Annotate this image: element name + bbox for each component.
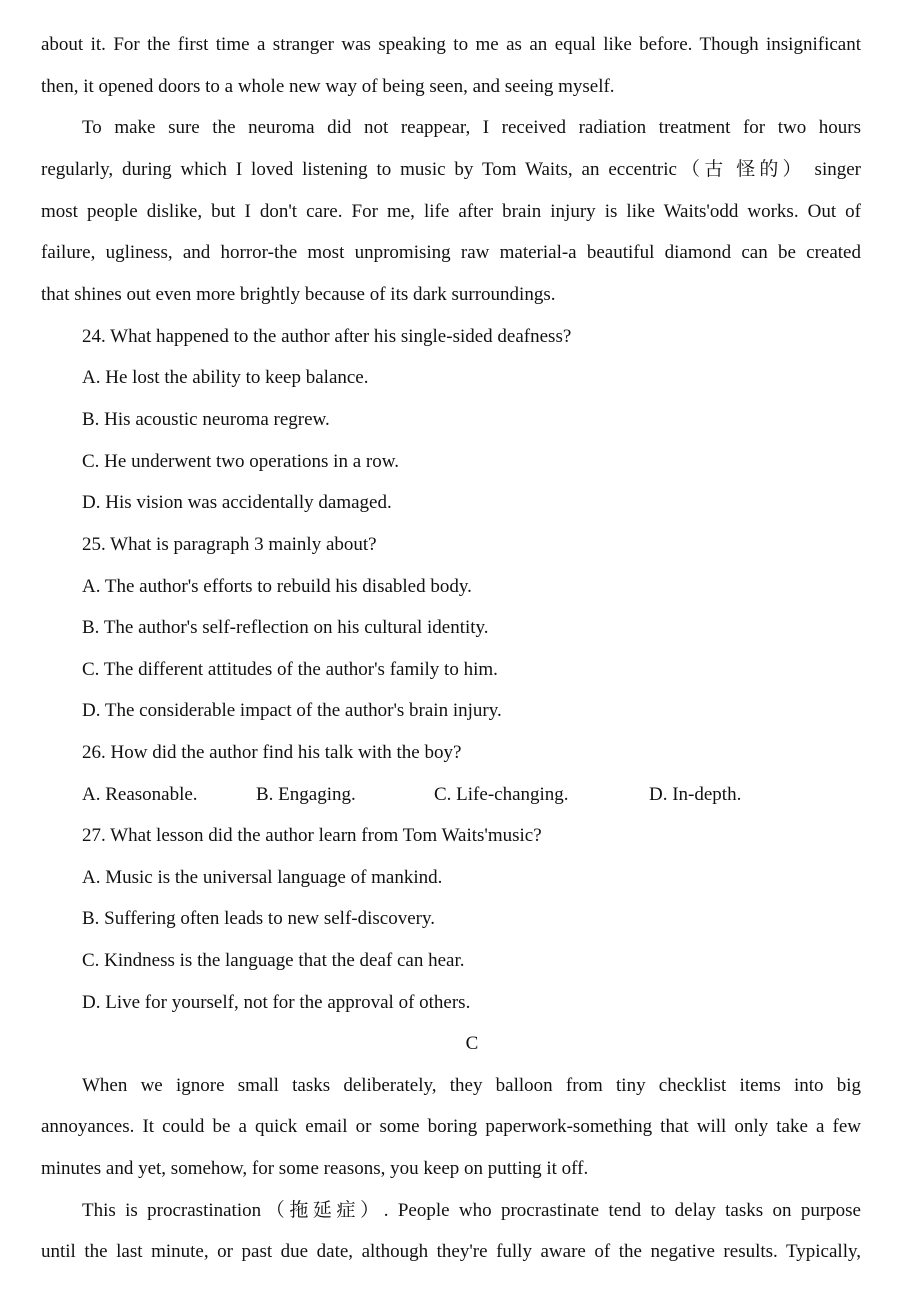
question-stem: 25. What is paragraph 3 mainly about?	[82, 534, 377, 555]
answer-option: D. Live for yourself, not for the approval of others.	[82, 992, 471, 1013]
answer-option: C. The different attitudes of the author's family to him.	[82, 659, 498, 680]
passage-line: that shines out even more brightly because of its dark surroundings.	[41, 284, 556, 305]
passage-line: regularly, during which I loved listening to music by Tom Waits, an eccentric（古 怪的） singer	[41, 159, 861, 180]
question-stem: 27. What lesson did the author learn from Tom Waits'music?	[82, 825, 542, 846]
passage-line: until the last minute, or past due date, although they're fully aware of the negative results. Typically,	[41, 1241, 861, 1262]
passage-line: To make sure the neuroma did not reappear, I received radiation treatment for two hours	[82, 117, 861, 138]
passage-line: about it. For the first time a stranger was speaking to me as an equal like before. Though insignificant	[41, 34, 861, 55]
passage-line: When we ignore small tasks deliberately, they balloon from tiny checklist items into big	[82, 1075, 861, 1096]
passage-line: annoyances. It could be a quick email or some boring paperwork-something that will only take a few	[41, 1116, 861, 1137]
section-heading: C	[465, 1033, 479, 1054]
answer-option: A. The author's efforts to rebuild his disabled body.	[82, 576, 472, 597]
answer-option: D. In-depth.	[649, 784, 742, 805]
answer-option: A. Reasonable.	[82, 784, 198, 805]
answer-option: B. His acoustic neuroma regrew.	[82, 409, 330, 430]
answer-option: A. Music is the universal language of mankind.	[82, 867, 443, 888]
answer-option: C. He underwent two operations in a row.	[82, 451, 399, 472]
answer-option: B. Suffering often leads to new self-discovery.	[82, 908, 435, 929]
question-stem: 24. What happened to the author after his single-sided deafness?	[82, 326, 572, 347]
passage-line: minutes and yet, somehow, for some reasons, you keep on putting it off.	[41, 1158, 589, 1179]
answer-option: B. Engaging.	[256, 784, 356, 805]
answer-option: B. The author's self-reflection on his cultural identity.	[82, 617, 489, 638]
passage-line: failure, ugliness, and horror-the most unpromising raw material-a beautiful diamond can be created	[41, 242, 861, 263]
answer-options-row	[82, 783, 862, 807]
passage-line: most people dislike, but I don't care. For me, life after brain injury is like Waits'odd works. Out of	[41, 201, 861, 222]
answer-option: D. His vision was accidentally damaged.	[82, 492, 392, 513]
passage-line: then, it opened doors to a whole new way of being seen, and seeing myself.	[41, 76, 615, 97]
passage-line: This is procrastination（拖延症）. People who procrastinate tend to delay tasks on purpose	[82, 1200, 861, 1221]
answer-option: C. Kindness is the language that the deaf can hear.	[82, 950, 465, 971]
answer-option: A. He lost the ability to keep balance.	[82, 367, 369, 388]
answer-option: D. The considerable impact of the author's brain injury.	[82, 700, 502, 721]
question-stem: 26. How did the author find his talk with the boy?	[82, 742, 462, 763]
answer-option: C. Life-changing.	[434, 784, 569, 805]
